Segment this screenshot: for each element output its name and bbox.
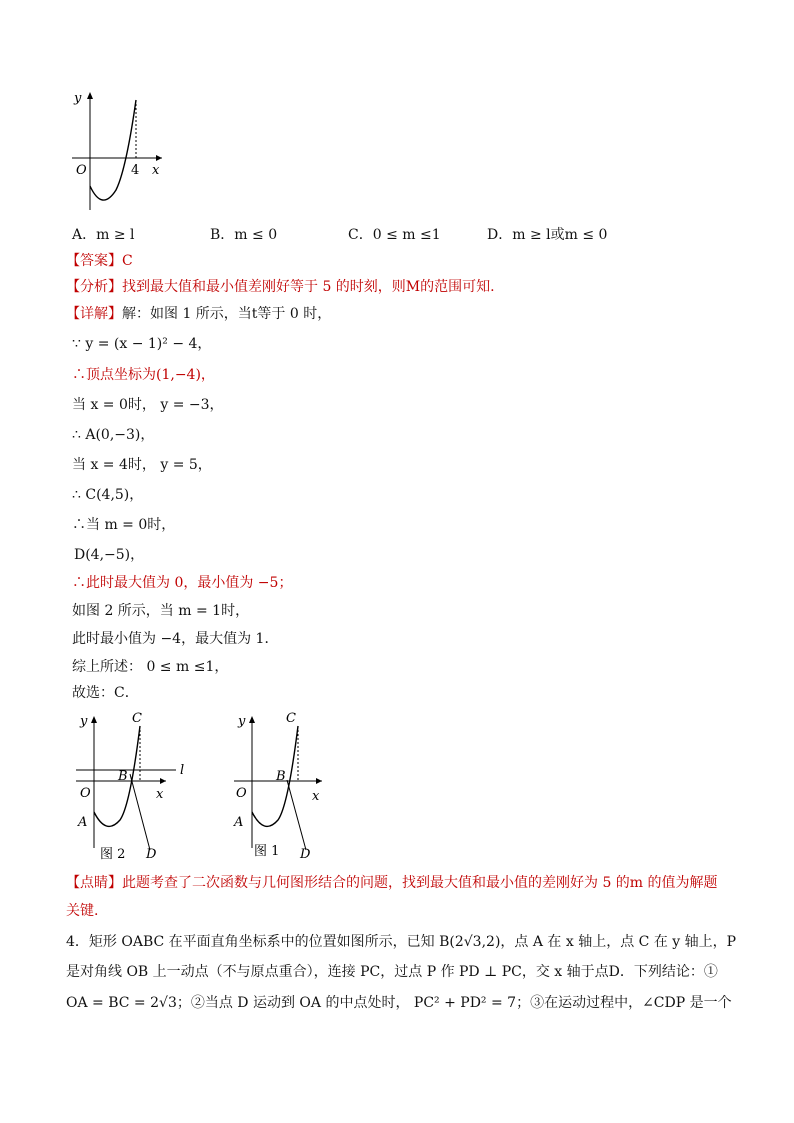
solution-line-6: ∴ C(4,5)， xyxy=(72,487,144,503)
fig1-caption: 图 1 xyxy=(254,844,280,859)
solution-line-3: 当 x = 0时， y = −3， xyxy=(72,397,224,413)
fig2-caption: 图 2 xyxy=(100,847,126,862)
option-a: A．m ≥ l xyxy=(72,227,135,243)
top-origin-label: O xyxy=(76,163,87,178)
detail-tag: 【详解】 xyxy=(66,306,122,322)
figure-1 xyxy=(230,708,340,868)
question-4-line-2: 是对角线 OB 上一动点（不与原点重合），连接 PC，过点 P 作 PD ⊥ PC，交 x 轴于点D．下列结论：① xyxy=(66,964,718,980)
fig2-b: B xyxy=(118,769,128,784)
fig2-l: l xyxy=(180,763,185,778)
analysis-line xyxy=(66,278,495,296)
fig2-x: x xyxy=(156,787,164,802)
fig2-y: y xyxy=(80,714,88,729)
question-4-line-1: 4．矩形 OABC 在平面直角坐标系中的位置如图所示，已知 B(2√3,2)，点 A 在 x 轴上，点 C 在 y 轴上，P xyxy=(66,934,737,950)
analysis-tag: 【分析】 xyxy=(66,279,122,295)
fig1-b: B xyxy=(276,769,286,784)
fig1-c: C xyxy=(286,711,296,726)
solution-line-8: D(4,−5)， xyxy=(74,547,145,563)
solution-line-13: 故选：C． xyxy=(72,685,139,701)
solution-line-11: 此时最小值为 −4，最大值为 1． xyxy=(72,631,279,647)
fig1-x: x xyxy=(312,789,320,804)
comment-line-2: 关键. xyxy=(66,903,99,919)
solution-line-1: ∵ y = (x − 1)² − 4， xyxy=(72,336,212,352)
solution-line-2: ∴顶点坐标为(1,−4)， xyxy=(72,367,215,383)
option-d: D．m ≥ l或m ≤ 0 xyxy=(487,227,608,243)
answer-value: C xyxy=(122,253,133,269)
detail-line xyxy=(66,305,331,323)
fig2-a: A xyxy=(78,815,88,830)
fig1-o: O xyxy=(236,786,247,801)
fig2-c: C xyxy=(132,711,142,726)
option-b: B．m ≤ 0 xyxy=(210,227,278,243)
fig2-o: O xyxy=(80,786,91,801)
solution-line-4: ∴ A(0,−3)， xyxy=(72,427,155,443)
option-c: C．0 ≤ m ≤1 xyxy=(348,227,441,243)
solution-line-10: 如图 2 所示，当 m = 1时， xyxy=(72,603,250,619)
comment-text-1: 此题考查了二次函数与几何图形结合的问题，找到最大值和最小值的差刚好为 5 的m 的值为解题 xyxy=(122,875,718,891)
comment-tag: 【点睛】 xyxy=(66,875,122,891)
comment-line-1 xyxy=(66,874,718,892)
solution-line-9: ∴此时最大值为 0，最小值为 −5； xyxy=(72,575,293,591)
solution-line-7: ∴当 m = 0时， xyxy=(72,517,176,533)
detail-text: 解：如图 1 所示，当t等于 0 时， xyxy=(122,306,332,322)
answer-tag: 【答案】 xyxy=(66,253,122,269)
question-4-line-3: OA = BC = 2√3；②当点 D 运动到 OA 的中点处时， PC² + PD² = 7；③在运动过程中，∠CDP 是一个 xyxy=(66,995,732,1011)
top-y-label: y xyxy=(74,91,82,106)
fig1-y: y xyxy=(238,714,246,729)
top-parabola-figure xyxy=(68,88,168,212)
top-x-label: x xyxy=(152,163,160,178)
fig1-a: A xyxy=(234,815,244,830)
answer-line xyxy=(66,252,133,270)
solution-line-12: 综上所述： 0 ≤ m ≤1， xyxy=(72,659,229,675)
analysis-text: 找到最大值和最小值差刚好等于 5 的时刻，则M的范围可知. xyxy=(122,279,495,295)
solution-line-5: 当 x = 4时， y = 5， xyxy=(72,457,212,473)
figure-2 xyxy=(72,708,202,868)
fig2-d: D xyxy=(146,847,157,862)
top-tick-4: 4 xyxy=(131,163,140,178)
fig1-d: D xyxy=(300,847,311,862)
